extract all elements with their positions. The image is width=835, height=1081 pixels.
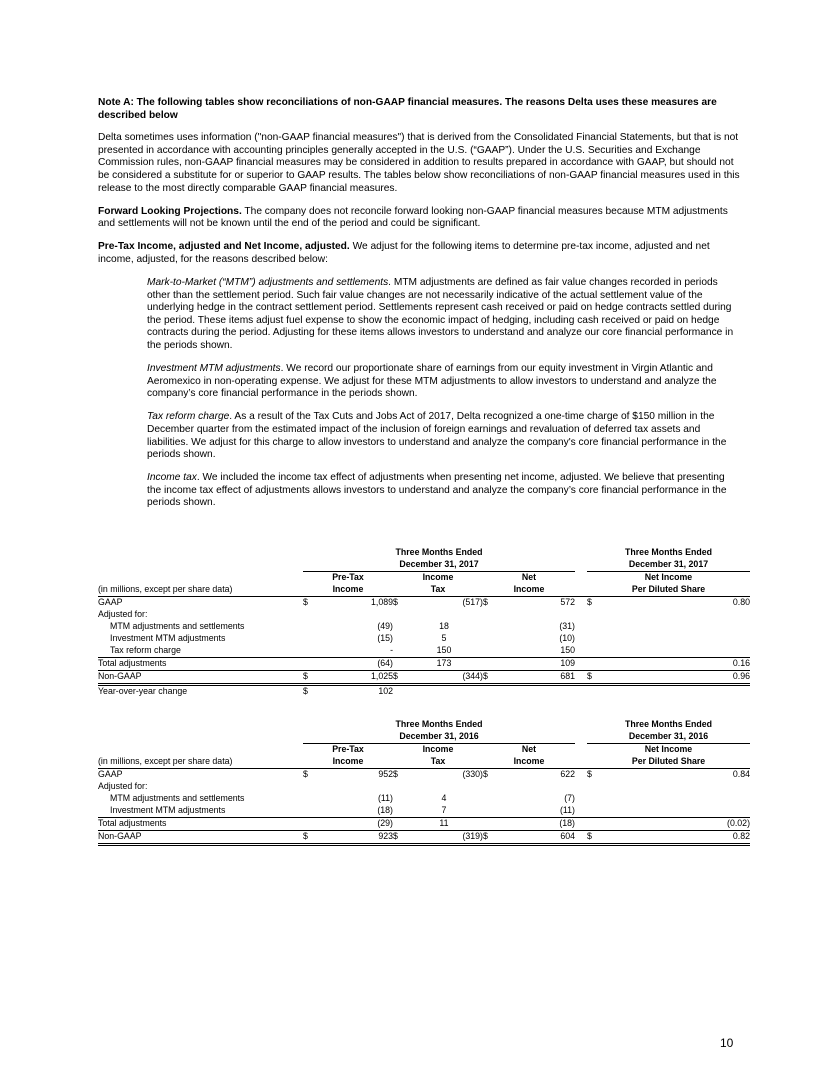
eps-period-header-line2: December 31, 2017 (587, 559, 750, 572)
cell-value: 0.82 (599, 831, 750, 845)
eps-period-header-line1: Three Months Ended (625, 547, 712, 558)
cell-value: (330) (462, 769, 483, 780)
dollar-sign: $ (483, 671, 495, 685)
col-header: Pre-Tax (332, 744, 364, 755)
cell-value: 952 (378, 769, 393, 780)
period-header-line2: December 31, 2016 (303, 731, 575, 744)
cell-value: (64) (315, 658, 393, 671)
col-header: Per Diluted Share (587, 756, 750, 769)
table-row (98, 658, 750, 671)
row-label: Total adjustments (98, 658, 303, 671)
cell-value: (31) (559, 621, 575, 632)
col-header: Net Income (644, 744, 693, 755)
dollar-sign: $ (587, 831, 599, 845)
cell-value: (344) (405, 671, 483, 685)
row-label: Year-over-year change (98, 686, 188, 697)
dollar-sign: $ (587, 671, 599, 685)
cell-value: 0.80 (732, 597, 750, 608)
row-label: MTM adjustments and settlements (110, 793, 245, 804)
row-label: Non-GAAP (98, 831, 303, 845)
row-label: Non-GAAP (98, 671, 303, 685)
col-header: Tax (393, 584, 483, 597)
cell-value: (49) (377, 621, 393, 632)
cell-value: 150 (495, 645, 575, 658)
reconciliation-table-2017 (98, 547, 750, 698)
cell-value: 11 (405, 818, 483, 831)
page-body (98, 97, 740, 521)
item-income-tax (147, 472, 740, 510)
dollar-sign: $ (303, 686, 308, 697)
cell-value: 7 (405, 805, 483, 818)
pretax-paragraph (98, 241, 740, 266)
cell-value: - (315, 645, 393, 658)
cell-value: 604 (495, 831, 575, 845)
dollar-sign: $ (483, 831, 495, 845)
pretax-text: We adjust for the following items to determine pre-tax income, adjusted and net income, adjusted, for the reasons described below: (98, 241, 710, 265)
forward-text: The company does not reconcile forward looking non-GAAP financial measures because MTM adjustments and settlements will not be known until the end of the period and could be significant. (98, 205, 728, 230)
item-investment-mtm (147, 363, 740, 401)
table-row (98, 671, 750, 685)
dollar-sign: $ (303, 597, 308, 608)
col-header: Net (521, 744, 537, 755)
row-label: Investment MTM adjustments (110, 633, 226, 644)
reconciliation-table-2016 (98, 719, 750, 846)
cell-value: 681 (495, 671, 575, 685)
cell-value: 4 (441, 793, 447, 804)
col-header: Pre-Tax (332, 572, 364, 583)
cell-value: 109 (495, 658, 575, 671)
cell-value: (15) (377, 633, 393, 644)
item-label: Investment MTM adjustments (147, 363, 281, 375)
cell-value: 5 (441, 633, 447, 644)
units-label: (in millions, except per share data) (98, 584, 303, 597)
cell-value: 1,025 (315, 671, 393, 685)
row-label: Tax reform charge (98, 645, 303, 658)
row-label: MTM adjustments and settlements (110, 621, 245, 632)
table-row (98, 645, 750, 658)
cell-value: 572 (560, 597, 575, 608)
col-header: Income (483, 756, 575, 769)
row-label: GAAP (98, 769, 123, 780)
col-header: Per Diluted Share (587, 584, 750, 597)
cell-value: 1,089 (370, 597, 393, 608)
table-row (98, 769, 750, 782)
forward-label: Forward Looking Projections. (98, 205, 242, 217)
dollar-sign: $ (587, 769, 592, 780)
dollar-sign: $ (393, 597, 398, 608)
dollar-sign: $ (483, 769, 488, 780)
item-label: Mark-to-Market (“MTM”) adjustments and settlements (147, 277, 389, 289)
dollar-sign: $ (587, 597, 592, 608)
cell-value: 150 (405, 645, 483, 658)
cell-value: 0.96 (599, 671, 750, 685)
cell-value: 102 (378, 686, 393, 697)
row-label: Adjusted for: (98, 781, 148, 792)
cell-value: (29) (315, 818, 393, 831)
row-label: GAAP (98, 597, 123, 608)
pretax-label: Pre-Tax Income, adjusted and Net Income, adjusted. (98, 241, 350, 253)
item-text: . We included the income tax effect of adjustments when presenting net income, adjusted. We believe that presenting the income tax effect of adjustments allows investors to understand and analyze the company’s core financial performance in the periods shown. (147, 472, 727, 509)
col-header: Income (483, 584, 575, 597)
cell-value: (18) (495, 818, 575, 831)
table-row (98, 831, 750, 845)
dollar-sign: $ (303, 831, 315, 845)
intro-paragraph: Delta sometimes uses information ("non-GAAP financial measures") that is derived from the Consolidated Financial Statements, but that is not presented in accordance with accounting principles generally accepted in the U.S. (“GAAP”). Under the U.S. Securities and Exchange Commission rules, non-GAAP financial measures may be considered in addition to results prepared in accordance with GAAP, but should not be considered a substitute for or superior to GAAP results. The tables below show reconciliations of non-GAAP financial measures used in this release to the most directly comparable GAAP financial measures. (98, 132, 740, 194)
cell-value: (11) (378, 793, 393, 804)
dollar-sign: $ (393, 769, 398, 780)
period-header-line1: Three Months Ended (395, 547, 483, 558)
cell-value: (319) (405, 831, 483, 845)
cell-value: (7) (564, 793, 575, 804)
col-header: Tax (393, 756, 483, 769)
table-row (98, 621, 750, 633)
cell-value: 173 (405, 658, 483, 671)
page-number: 10 (720, 1036, 734, 1050)
dollar-sign: $ (303, 671, 315, 685)
item-label: Income tax (147, 472, 197, 484)
cell-value: 923 (315, 831, 393, 845)
table-row (98, 818, 750, 831)
row-label: Adjusted for: (98, 609, 148, 620)
forward-paragraph (98, 206, 740, 231)
cell-value: (10) (559, 633, 575, 644)
item-mtm (147, 277, 740, 353)
cell-value: 18 (439, 621, 449, 632)
units-label: (in millions, except per share data) (98, 756, 303, 769)
table-row (98, 633, 750, 645)
table-row (98, 793, 750, 805)
cell-value: 622 (560, 769, 575, 780)
item-text: . As a result of the Tax Cuts and Jobs Act of 2017, Delta recognized a one-time charge of $150 million in the December quarter from the estimated impact of the inclusion of foreign earnings and revaluation of deferred tax assets and liabilities. We adjust for this charge to allow investors to understand and analyze the company's core financial performance in the periods shown. (147, 411, 727, 461)
table-row (98, 781, 750, 793)
cell-value: 0.84 (732, 769, 750, 780)
cell-value: (0.02) (599, 818, 750, 831)
col-header: Income (303, 584, 393, 597)
note-heading: Note A: The following tables show reconciliations of non-GAAP financial measures. The reasons Delta uses these measures are described below (98, 97, 717, 121)
item-text: . MTM adjustments are defined as fair value changes recorded in periods other than the settlement period. Such fair value changes are not necessarily indicative of the actual settlement value of the underlying hedge in the contract settlement period. Settlements represent cash received or paid on hedge contracts settled during the period. These items adjust fuel expense to show the economic impact of hedging, including cash received or paid on hedge contracts during the period. Adjusting for these items allows investors to understand and analyze our core financial performance in the periods shown. (147, 277, 734, 351)
row-label: Total adjustments (98, 818, 303, 831)
dollar-sign: $ (483, 597, 488, 608)
period-header-line1: Three Months Ended (395, 719, 483, 730)
col-header: Income (422, 572, 454, 583)
cell-value: (11) (495, 805, 575, 818)
eps-period-header-line2: December 31, 2016 (587, 731, 750, 744)
col-header: Income (303, 756, 393, 769)
table-row (98, 685, 750, 699)
table-row (98, 597, 750, 610)
period-header-line2: December 31, 2017 (303, 559, 575, 572)
cell-value: (18) (315, 805, 393, 818)
col-header: Net Income (644, 572, 693, 583)
row-label: Investment MTM adjustments (98, 805, 303, 818)
dollar-sign: $ (393, 671, 405, 685)
cell-value: 0.16 (599, 658, 750, 671)
item-tax-reform (147, 411, 740, 461)
col-header: Net (521, 572, 537, 583)
col-header: Income (422, 744, 454, 755)
table-row (98, 609, 750, 621)
table-row (98, 805, 750, 818)
item-label: Tax reform charge (147, 411, 230, 423)
dollar-sign: $ (303, 769, 308, 780)
item-text: . We record our proportionate share of earnings from our equity investment in Virgin Atlantic and Aeromexico in non-operating expense. We adjust for these MTM adjustments to allow investors to understand and analyze the company’s core financial performance in the periods shown. (147, 363, 717, 400)
dollar-sign: $ (393, 831, 405, 845)
cell-value: (517) (462, 597, 483, 608)
eps-period-header-line1: Three Months Ended (625, 719, 712, 730)
